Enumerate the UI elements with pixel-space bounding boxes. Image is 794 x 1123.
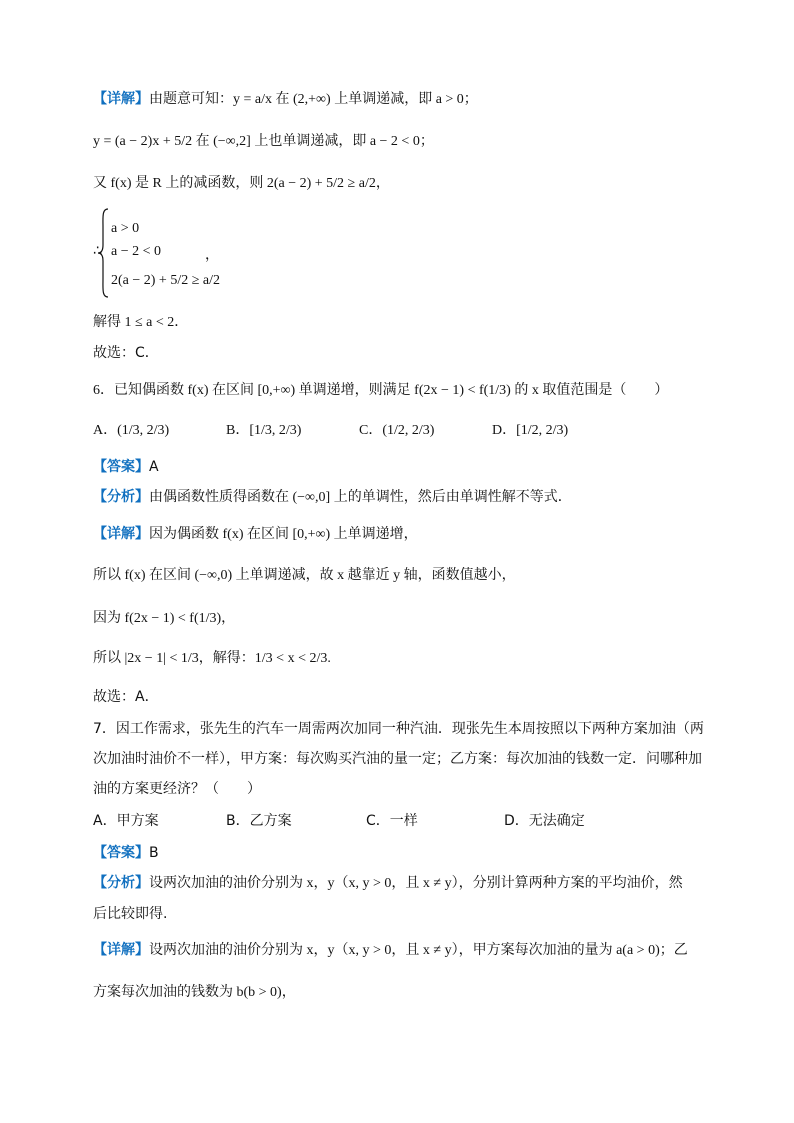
detail-tag: 【详解】 bbox=[93, 526, 149, 542]
solution-line-2 bbox=[93, 132, 434, 151]
inequality-system bbox=[93, 207, 233, 299]
analysis-tag: 【分析】 bbox=[93, 875, 149, 891]
question-6-options bbox=[93, 421, 625, 440]
detail-6-line-2 bbox=[93, 566, 516, 585]
answer-tag: 【答案】 bbox=[93, 845, 149, 861]
answer-value: B bbox=[149, 845, 159, 861]
option-b: B．乙方案 bbox=[226, 813, 292, 829]
result-text: 解得 1 ≤ a < 2． bbox=[93, 315, 189, 330]
therefore-symbol: ∴ bbox=[93, 243, 102, 259]
option-c: C．(1/2, 2/3) bbox=[359, 423, 435, 438]
option-a: A．甲方案 bbox=[93, 813, 159, 829]
solution-line-3 bbox=[93, 174, 390, 193]
system-row-1: a > 0 bbox=[111, 221, 140, 236]
question-6-text: 6．已知偶函数 f(x) 在区间 [0,+∞) 单调递增，则满足 f(2x − 1) < f(1/3) 的 x 取值范围是（ ） bbox=[93, 383, 669, 398]
option-b: B．[1/3, 2/3) bbox=[226, 423, 302, 438]
option-a: A．(1/3, 2/3) bbox=[93, 423, 170, 438]
detail-text: 因为偶函数 f(x) 在区间 [0,+∞) 上单调递增， bbox=[149, 527, 418, 542]
detail-6-line-4 bbox=[93, 649, 331, 668]
detail-text: 方案每次加油的钱数为 b(b > 0)， bbox=[93, 985, 296, 1000]
solution-text: 由题意可知：y = a/x 在 (2,+∞) 上单调递减，即 a > 0； bbox=[149, 92, 478, 107]
solution-line-1 bbox=[93, 90, 478, 109]
detail-7-line-1 bbox=[93, 941, 688, 960]
detail-text: 因为 f(2x − 1) < f(1/3)， bbox=[93, 611, 236, 626]
answer-7 bbox=[93, 844, 159, 862]
choice-text: 故选：C． bbox=[93, 345, 159, 361]
detail-text: 设两次加油的油价分别为 x，y（x, y > 0，且 x ≠ y），甲方案每次加油的量为 a(a > 0)；乙 bbox=[149, 943, 688, 958]
solution-result bbox=[93, 313, 188, 332]
option-d: D．[1/2, 2/3) bbox=[492, 423, 569, 438]
system-comma: ， bbox=[205, 248, 219, 263]
choice-text: 故选：A． bbox=[93, 689, 159, 705]
analysis-text: 后比较即得. bbox=[93, 906, 168, 922]
system-row-2: a − 2 < 0 bbox=[111, 244, 162, 259]
detail-tag: 【详解】 bbox=[93, 942, 149, 958]
solution-text: y = (a − 2)x + 5/2 在 (−∞,2] 上也单调递减，即 a − 2 < 0； bbox=[93, 134, 434, 149]
question-7-text: 油的方案更经济？（ ） bbox=[93, 781, 261, 797]
option-c: C．一样 bbox=[366, 813, 418, 829]
analysis-7-line-1 bbox=[93, 874, 683, 893]
solution-text: 又 f(x) 是 R 上的减函数，则 2(a − 2) + 5/2 ≥ a/2， bbox=[93, 176, 390, 191]
answer-value: A bbox=[149, 459, 159, 475]
detail-tag: 【详解】 bbox=[93, 91, 149, 107]
option-d: D．无法确定 bbox=[504, 813, 585, 829]
question-7-options bbox=[93, 812, 637, 830]
analysis-6 bbox=[93, 488, 572, 507]
solution-choice bbox=[93, 344, 159, 362]
left-brace-icon bbox=[97, 207, 111, 299]
question-7-line-2 bbox=[93, 750, 702, 768]
detail-6-line-1 bbox=[93, 525, 418, 544]
detail-text: 所以 |2x − 1| < 1/3，解得：1/3 < x < 2/3. bbox=[93, 651, 331, 666]
question-7-line-1 bbox=[93, 720, 704, 738]
analysis-text: 由偶函数性质得函数在 (−∞,0] 上的单调性，然后由单调性解不等式． bbox=[149, 490, 572, 505]
answer-6 bbox=[93, 458, 159, 476]
question-7-text: 次加油时油价不一样），甲方案：每次购买汽油的量一定；乙方案：每次加油的钱数一定．问哪种加 bbox=[93, 751, 702, 767]
system-row-3: 2(a − 2) + 5/2 ≥ a/2 bbox=[111, 273, 221, 288]
detail-6-choice bbox=[93, 688, 159, 706]
question-6 bbox=[93, 381, 668, 400]
detail-7-line-2 bbox=[93, 983, 296, 1002]
analysis-tag: 【分析】 bbox=[93, 489, 149, 505]
detail-6-line-3 bbox=[93, 609, 235, 628]
detail-text: 所以 f(x) 在区间 (−∞,0) 上单调递减，故 x 越靠近 y 轴，函数值越小， bbox=[93, 568, 516, 583]
analysis-7-line-2 bbox=[93, 905, 167, 923]
question-7-line-3 bbox=[93, 780, 261, 798]
analysis-text: 设两次加油的油价分别为 x，y（x, y > 0，且 x ≠ y），分别计算两种方案的平均油价，然 bbox=[149, 876, 683, 891]
question-7-text: 7．因工作需求，张先生的汽车一周需两次加同一种汽油．现张先生本周按照以下两种方案加油（两 bbox=[93, 721, 704, 737]
answer-tag: 【答案】 bbox=[93, 459, 149, 475]
